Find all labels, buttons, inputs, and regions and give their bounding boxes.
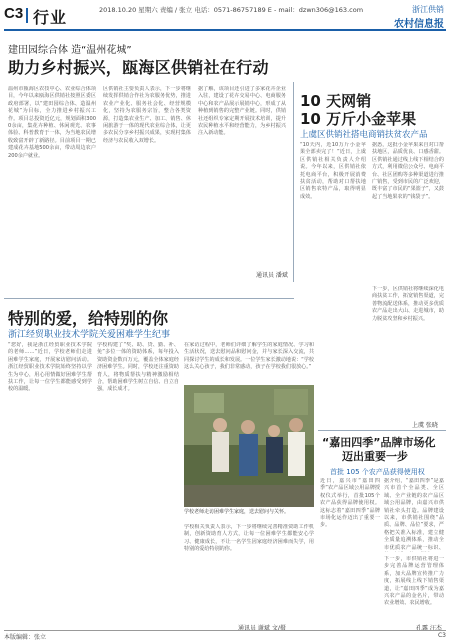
story-c-caption: 学校老师走访困难学生家庭，送去慰问与关怀。	[184, 509, 290, 515]
story-d-headline-line-1: “嘉田四季”品牌市场化	[322, 436, 436, 449]
story-d-column-3: 下一步，市供销社将进一步完善品牌运营管理体系，加大品牌宣传推广力度，拓展线上线下销售渠道，让“嘉田四季”成为嘉兴农产品的金名片，带动农业增效、农民增收。	[384, 556, 444, 607]
section-number: C3	[4, 5, 24, 22]
story-d-column-2: 据介绍，“嘉田四季”是嘉兴市首个全品类、全区域、全产业链的农产品区域公用品牌，由嘉兴市供销社牵头打造。品牌建设以来，市供销社围绕“品质、品牌、品位”要求，严格把关准入标准，建立健全质量追溯体系，推动全市优质农产品统一标识、	[384, 478, 444, 551]
story-d-column-1: 近日，嘉兴市“嘉田四季”农产品区域公用品牌授权仪式举行，首批105个农产品获得品牌使用权。这标志着“嘉田四季”品牌市场化运作迈出了重要一步。	[320, 478, 380, 529]
story-a-kicker: 建田园综合体 造“温州花城”	[8, 45, 132, 56]
story-c-column-3-bottom: 学校相关负责人表示，下一步将继续完善精准资助工作机制，创新资助育人方式，让每一位困难学生都能安心学习、健康成长，不让一名学生因家庭经济困难而失学，用特别的爱给特别的你。	[184, 524, 314, 553]
story-b-subhead: 上虞区供销社搭电商销扶贫农产品	[300, 130, 428, 140]
photo-illustration	[184, 385, 314, 507]
story-c-column-2: 学校构建了“奖、助、贷、勤、补、免”多位一体的资助体系，每年投入资助资金数百万元，覆盖全体家庭经济困难学生。同时，学校还注重资助育人，将物质帮扶与精神激励相结合，帮助困难学生树立自信、自立自强，成长成才。	[97, 342, 179, 393]
story-a-byline: 通讯员 潘斌	[256, 272, 288, 279]
story-b-column-3: 下一步，区供销社将继续深化电商扶贫工作，拓宽销售渠道，完善物流配送体系，推动更多优质农产品走出大山、走进城市，助力脱贫攻坚和乡村振兴。	[372, 286, 444, 322]
masthead-info: 2018.10.20 星期六 责编 / 张立 电话：0571-86757189 E - mail：dzwn306@163.com	[99, 6, 364, 14]
story-d-subhead: 首批 105 个农产品获得使用权	[330, 468, 425, 476]
story-a-column-2: 区供销社主要负责人表示，下一步将继续发挥供销合作社为农服务优势，推进农业产业化、服务社会化、经营规模化，坚持为农服务宗旨，整合各类资源，打造集农业生产、加工、销售、休闲旅游于一体的现代农业综合体，让更多农民分享乡村振兴成果，实现村集体经济与农民收入双增长。	[103, 86, 191, 144]
footer-editor: 本版编辑：张立	[4, 634, 47, 640]
story-c-column-3-top: 在家访过程中，老师们详细了解学生的家庭情况、学习和生活状况，送去慰问品和慰问金，并与家长深入交流，共同探讨学生的成长和发展。一位学生家长激动地说：“学校这么关心孩子，我们非常感动，孩子在学校我们很放心。”	[184, 342, 314, 371]
page-footer	[4, 630, 446, 640]
story-c-headline: 特别的爱，给特别的你	[8, 309, 169, 328]
footer-page-number: C3	[437, 632, 446, 639]
story-c-column-1: “您好，我是浙江经贸职业技术学院的老师……”近日，学校老师们走进困难学生家庭，开展家访慰问活动。浙江经贸职业技术学院始终坚持以学生为中心，用心用情做好困难学生帮扶工作，让每一位学生都能感受到学校的温暖。	[8, 342, 92, 393]
masthead	[4, 3, 446, 31]
story-b-column-2: 据悉，这批小金苹果来自对口帮扶地区，品质优良、口感香甜。区供销社通过线上线下相结合的方式，利用微信公众号、电商平台、社区团购等多种渠道进行推广销售，受到市民的广泛欢迎，既丰富了市民的“果篮子”，又鼓起了当地果农的“钱袋子”。	[372, 142, 444, 200]
masthead-paper-logo: 农村信息报	[394, 19, 444, 30]
story-b-headline-line-2: 10 万斤小金苹果	[300, 110, 417, 128]
story-d-headline-line-2: 迈出重要一步	[342, 450, 408, 463]
story-b-column-1: “10天内，近10万斤小金苹果全部卖完了！”近日，上虞区供销社相关负责人介绍说。今年以来，区供销社依托电商平台，积极开展消费扶贫活动，帮助对口帮扶地区销售农特产品，取得明显成效。	[300, 142, 366, 200]
section-rule	[4, 298, 294, 299]
column-rule	[293, 82, 294, 282]
story-c-byline: 通讯员 谢斌 文/摄	[238, 625, 286, 632]
story-a-headline: 助力乡村振兴，瓯海区供销社在行动	[8, 58, 269, 77]
story-c-photo	[184, 385, 314, 507]
section-divider	[26, 8, 28, 23]
section-rule-right	[318, 430, 446, 431]
story-c-subhead: 浙江经贸职业技术学院关爱困难学生纪事	[8, 330, 171, 340]
story-a-column-3: 据了解，该项目还引进了多家花卉企业入驻，建设了花卉交易中心、电商服务中心和农产品展示展销中心，形成了从种植到销售的完整产业链。同时，供销社还组织专家定期开展技术培训，提升农民种植水平和经营能力，为乡村振兴注入新动能。	[198, 86, 286, 137]
section-name: 行业	[33, 8, 68, 27]
story-a-column-1: 温州市瓯海区农技中心、农业综合体项目，今年以来瓯海区供销社按照区委区政府部署，以“建田园综合体、造温州花城”为目标，全力推进乡村振兴工作。项目总投资近亿元，规划面积3000余亩，集花卉种植、休闲观光、农事体验、科普教育于一体，为当地农民增收致富开辟了新路径。目前项目一期已建成花卉基地500余亩，带动周边农户200余户就业。	[8, 86, 96, 159]
story-d-byline: 孔露 汪杰	[416, 625, 442, 632]
story-b-headline-line-1: 10 天网销	[300, 92, 372, 110]
masthead-city: 浙江供销	[412, 5, 444, 14]
story-b-byline: 上虞 张晓	[412, 422, 438, 429]
